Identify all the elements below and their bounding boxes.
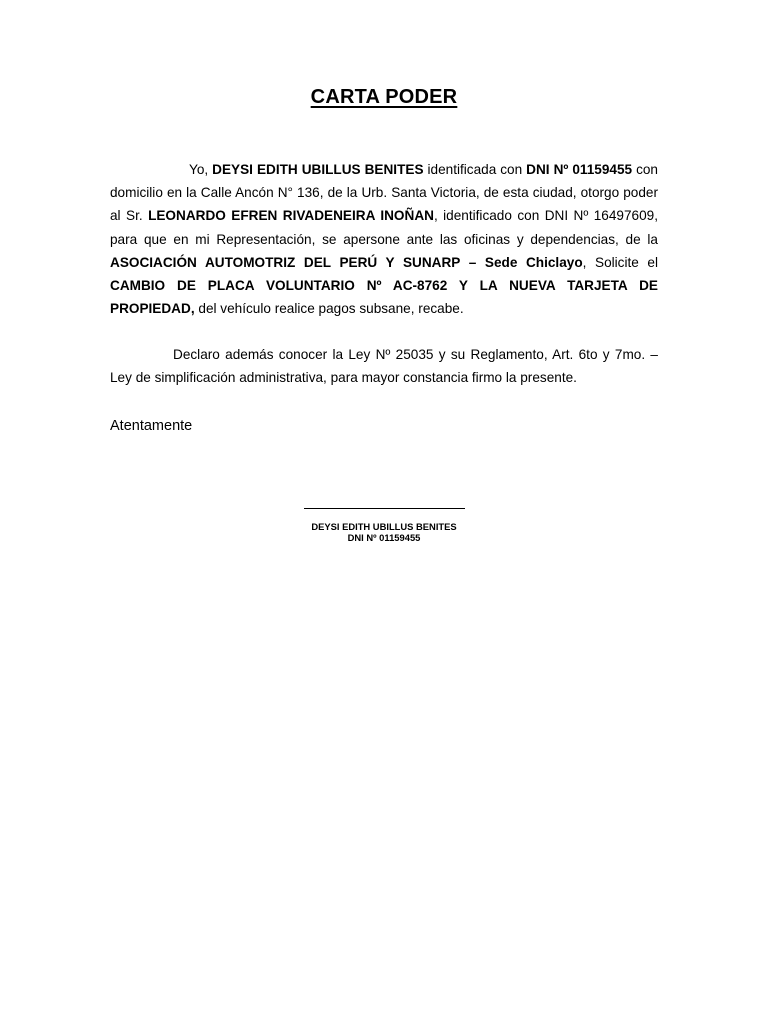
signatory-dni: DNI Nº 01159455 [347, 532, 421, 543]
paragraph-text: , Solicite el [582, 254, 659, 270]
paragraph-text: con domicilio en la Calle Ancón N° 136, de la Urb. Santa Victoria, de esta ciudad, otorgo poder al Sr. [110, 162, 658, 224]
signatory-name: DEYSI EDITH UBILLUS BENITES [311, 521, 457, 532]
signature-block [264, 508, 504, 543]
request-description: CAMBIO DE PLACA VOLUNTARIO Nº AC-8762 Y LA NUEVA TARJETA DE PROPIEDAD, [110, 278, 658, 317]
paragraph-declaration [110, 343, 658, 389]
declaration-text: Declaro además conocer la Ley Nº 25035 y su Reglamento, Art. 6to y 7mo. – Ley de simplificación administrativa, para mayor constancia firmo la presente. [110, 347, 658, 386]
paragraph-text: identificada con [423, 162, 527, 177]
attorney-name: LEONARDO EFREN RIVADENEIRA INOÑAN [148, 208, 434, 224]
paragraph-text: del vehículo realice pagos subsane, recabe. [194, 301, 464, 317]
institution-name: ASOCIACIÓN AUTOMOTRIZ DEL PERÚ Y SUNARP – Sede Chiclayo [110, 254, 583, 270]
grantor-dni: DNI Nº 01159455 [526, 162, 633, 177]
paragraph-text: Yo, [189, 162, 213, 177]
document-title: CARTA PODER [310, 86, 458, 108]
closing-salutation: Atentamente [110, 418, 193, 434]
signature-line [304, 508, 465, 509]
paragraph-text: , identificado con DNI Nº 16497609, para que en mi Representación, se apersone ante las oficinas y dependencias, de la [110, 208, 658, 247]
paragraph-grant-of-power [110, 158, 658, 320]
grantor-name: DEYSI EDITH UBILLUS BENITES [212, 162, 424, 177]
